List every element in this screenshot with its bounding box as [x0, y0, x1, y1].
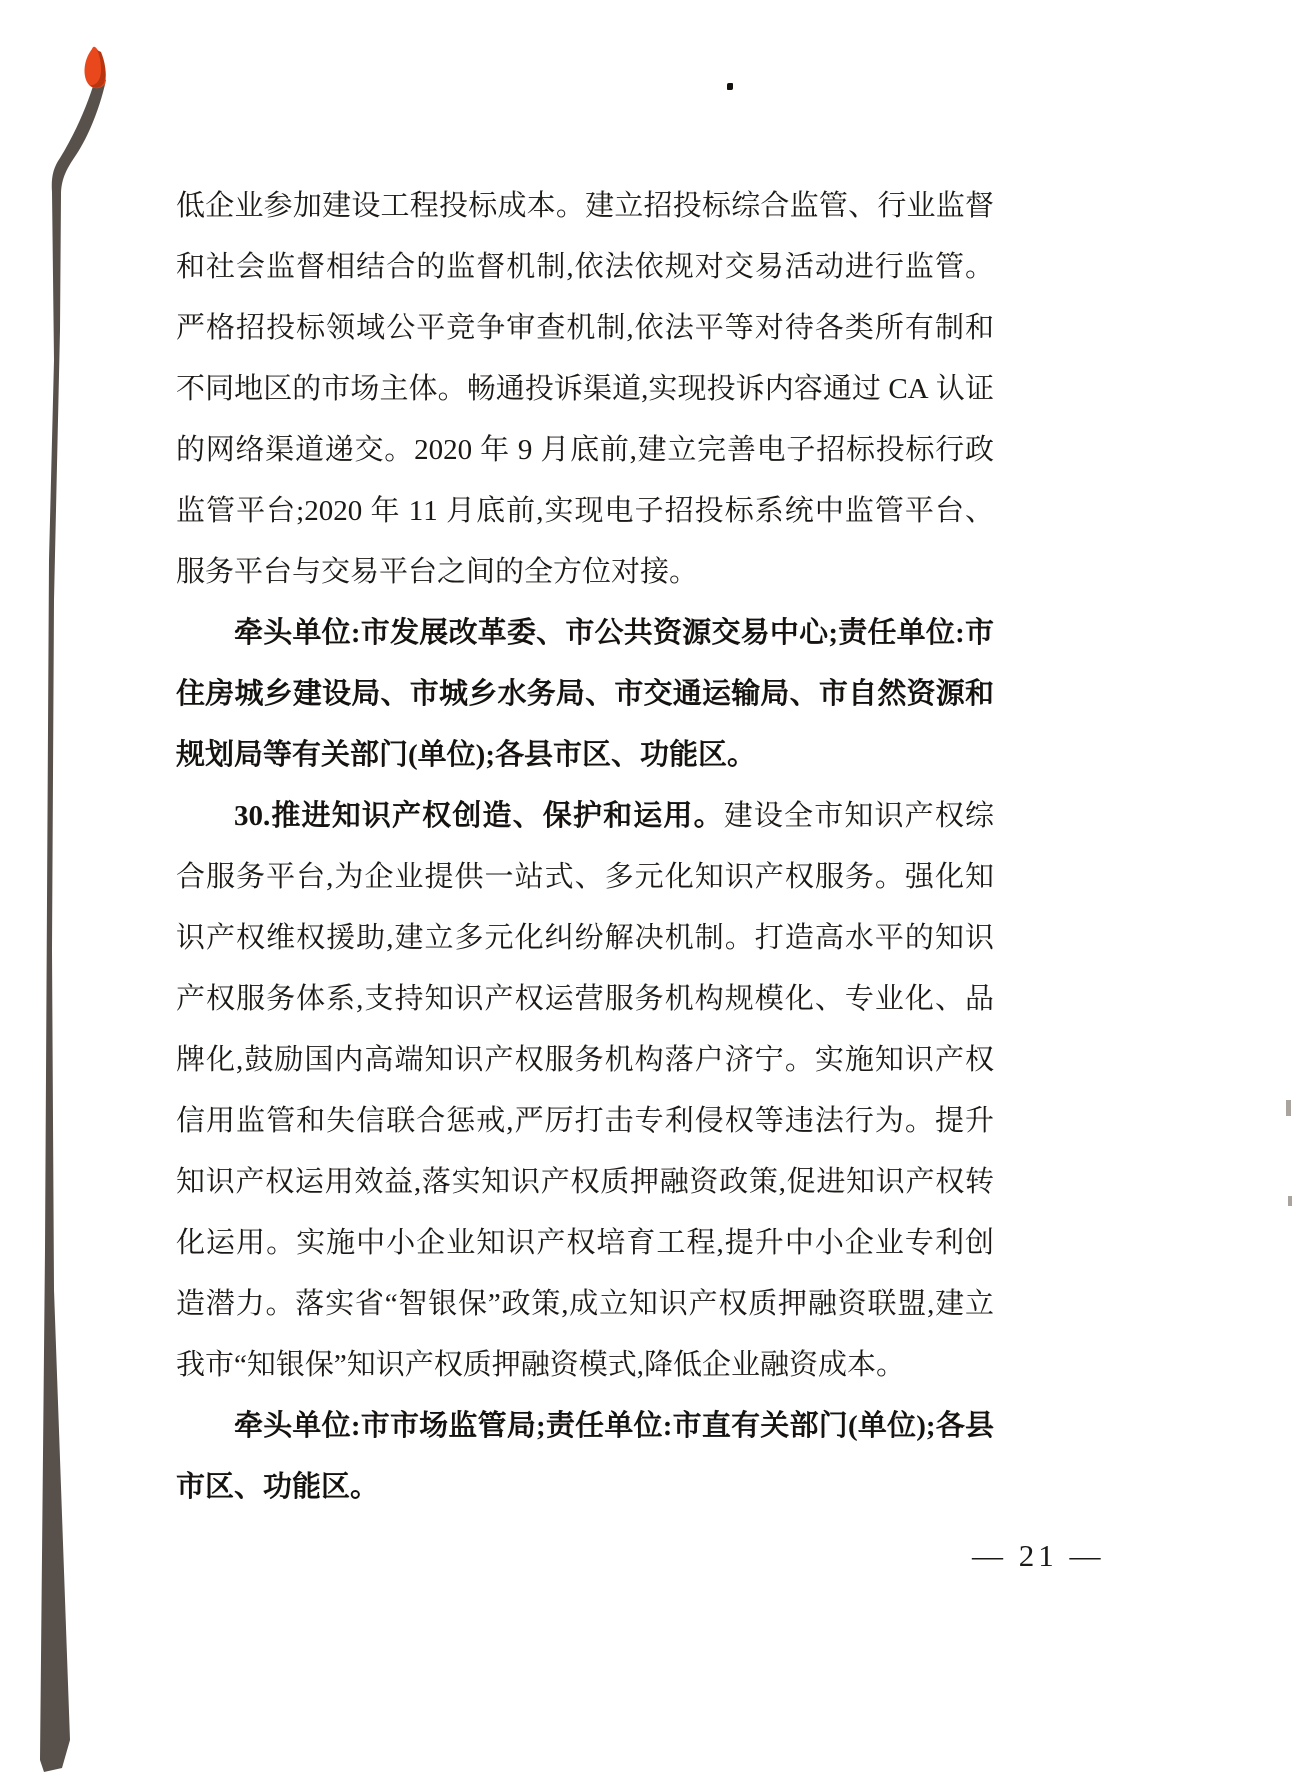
- item-30-body-text: 建设全市知识产权综合服务平台,为企业提供一站式、多元化知识产权服务。强化知识产权维权援助,建立多元化纠纷解决机制。打造高水平的知识产权服务体系,支持知识产权运营服务机构规模化、专业化、品牌化,鼓励国内高端知识产权服务机构落户济宁。实施知识产权信用监管和失信联合惩戒,严厉打击专利侵权等违法行为。提升知识产权运用效益,落实知识产权质押融资政策,促进知识产权转化运用。实施中小企业知识产权培育工程,提升中小企业专利创造潜力。落实省“智银保”政策,成立知识产权质押融资联盟,建立我市“知银保”知识产权质押融资模式,降低企业融资成本。: [176, 800, 994, 1381]
- lead-unit-paragraph-1: 牵头单位:市发展改革委、市公共资源交易中心;责任单位:市住房城乡建设局、市城乡水务局、市交通运输局、市自然资源和规划局等有关部门(单位);各县市区、功能区。: [176, 617, 994, 771]
- scan-artifact: [0, 0, 160, 1783]
- document-body: [176, 176, 994, 1518]
- scan-artifact-red-tip: [85, 47, 106, 89]
- scan-artifact-red-tip-shade: [90, 50, 105, 88]
- item-30-heading: 30.推进知识产权创造、保护和运用。: [234, 800, 724, 832]
- page-number: — 21 —: [972, 1538, 1105, 1573]
- ink-speck: [904, 1520, 909, 1524]
- page-edge-mark: [1288, 1196, 1292, 1206]
- ink-speck: [71, 454, 79, 460]
- body-paragraph-bidding: 低企业参加建设工程投标成本。建立招投标综合监管、行业监督和社会监督相结合的监督机制,依法依规对交易活动进行监管。严格招投标领域公平竞争审查机制,依法平等对待各类所有制和不同地区的市场主体。畅通投诉渠道,实现投诉内容通过 CA 认证的网络渠道递交。2020 年 9 月底前,建立完善电子招标投标行政监管平台;2020 年 11 月底前,实现电子招投标系统中监管平台、服务平台与交易平台之间的全方位对接。: [176, 190, 994, 588]
- page-edge-mark: [1286, 1100, 1291, 1116]
- item-30-paragraph: [176, 786, 994, 1396]
- ink-speck: [36, 497, 52, 506]
- ink-speck: [727, 83, 733, 90]
- scan-artifact-streak: [40, 72, 106, 1772]
- lead-unit-paragraph-2: 牵头单位:市市场监管局;责任单位:市直有关部门(单位);各县市区、功能区。: [176, 1410, 994, 1503]
